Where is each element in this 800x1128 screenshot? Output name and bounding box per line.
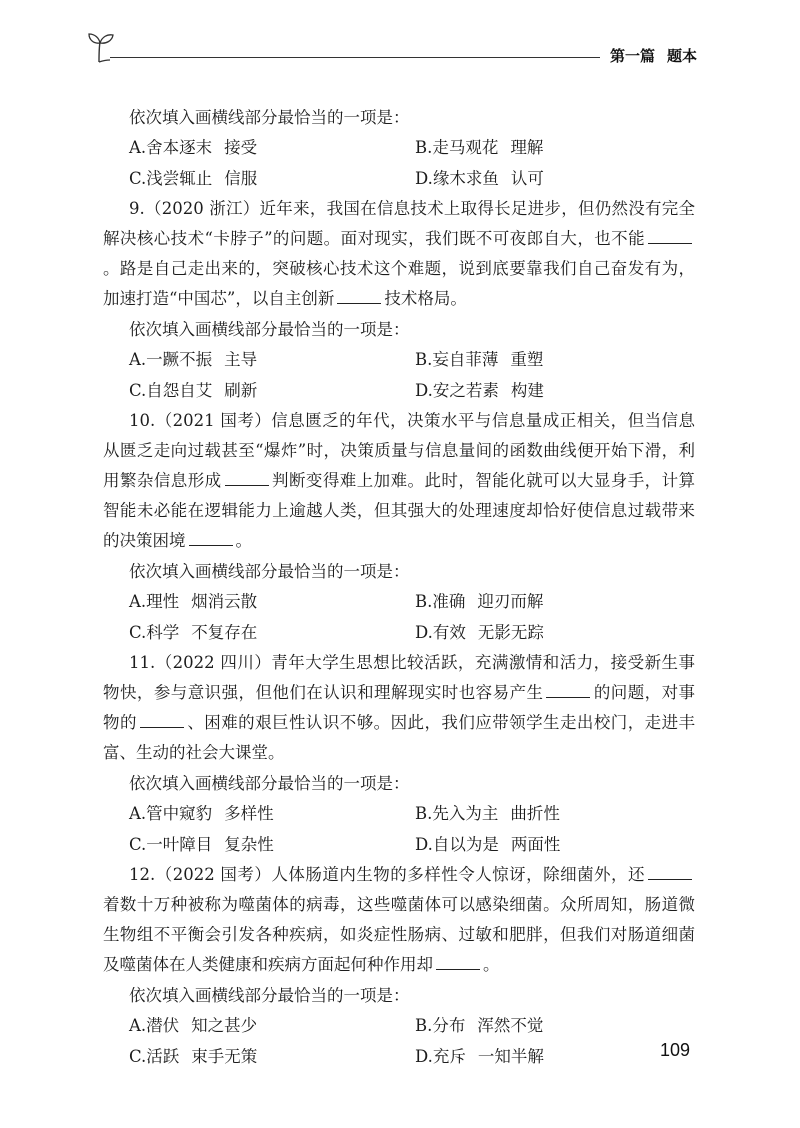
q12-option-c: C.活跃 束手无策 xyxy=(129,1046,258,1066)
q9-option-b: B.妄自菲薄 重塑 xyxy=(415,350,544,369)
q11-option-c: C.一叶障目 复杂性 xyxy=(129,834,274,854)
instruction: 依次填入画横线部分最恰当的一项是： xyxy=(129,108,410,127)
q11-option-a: A.管中窥豹 多样性 xyxy=(129,804,274,823)
q12-option-a: A.潜伏 知之甚少 xyxy=(129,1016,258,1035)
q12-option-b: B.分布 浑然不觉 xyxy=(415,1016,544,1035)
q10-options xyxy=(103,587,695,648)
instruction: 依次填入画横线部分最恰当的一项是： xyxy=(129,774,410,793)
answer-blank xyxy=(546,683,590,698)
answer-blank xyxy=(648,229,692,244)
instruction: 依次填入画横线部分最恰当的一项是： xyxy=(129,562,410,581)
question-9: 9.（2020 浙江）近年来，我国在信息技术上取得长足进步，但仍然没有完全解决核心技术“卡脖子”的问题。面对现实，我们既不可夜郎自大，也不能。路是自己走出来的，突破核心技术这个难题，说到底要靠我们自己奋发有为，加速打造“中国芯”，以自主创新 技术格局。 xyxy=(103,199,695,308)
instruction: 依次填入画横线部分最恰当的一项是： xyxy=(129,320,410,339)
q10-option-d: D.有效 无影无踪 xyxy=(415,622,544,642)
q11-option-b: B.先入为主 曲折性 xyxy=(415,804,560,823)
q8-option-c: C.浅尝辄止 信服 xyxy=(129,168,258,188)
answer-blank xyxy=(337,289,381,304)
page-header xyxy=(86,30,696,70)
q10-option-c: C.科学 不复存在 xyxy=(129,622,258,642)
answer-blank xyxy=(225,471,269,486)
q11-options xyxy=(103,799,695,860)
answer-blank xyxy=(140,713,184,728)
q11-option-d: D.自以为是 两面性 xyxy=(415,834,561,854)
q10-option-b: B.准确 迎刃而解 xyxy=(415,592,544,611)
q8-option-b: B.走马观花 理解 xyxy=(415,138,544,157)
page-number: 109 xyxy=(660,1040,691,1060)
question-10: 10.（2021 国考）信息匮乏的年代，决策水平与信息量成正相关，但当信息从匮乏走向过载甚至“爆炸”时，决策质量与信息量间的函数曲线便开始下滑，利用繁杂信息形成 判断变得难上加难。此时，智能化就可以大显身手，计算智能未必能在逻辑能力上逾越人类，但其强大的处理速度却恰好使信息过载带来的决策困境 。 xyxy=(103,411,695,550)
instruction: 依次填入画横线部分最恰当的一项是： xyxy=(129,986,410,1005)
q8-options xyxy=(103,133,695,194)
section-label: 题本 xyxy=(667,47,698,65)
header-rule xyxy=(110,57,600,58)
q12-option-d: D.充斥 一知半解 xyxy=(415,1046,544,1066)
answer-blank xyxy=(189,531,233,546)
q12-options xyxy=(103,1011,695,1072)
answer-blank xyxy=(436,955,480,970)
chapter-title xyxy=(610,45,697,66)
q9-option-c: C.自怨自艾 刷新 xyxy=(129,380,258,400)
q8-option-a: A.舍本逐末 接受 xyxy=(129,138,258,157)
q10-option-a: A.理性 烟消云散 xyxy=(129,592,258,611)
q8-option-d: D.缘木求鱼 认可 xyxy=(415,168,544,188)
question-11: 11.（2022 四川）青年大学生思想比较活跃，充满激情和活力，接受新生事物快，参与意识强，但他们在认识和理解现实时也容易产生 的问题，对事物的 、困难的艰巨性认识不够。因此，我们应带领学生走出校门，走进丰富、生动的社会大课堂。 xyxy=(103,653,695,762)
q9-option-a: A.一蹶不振 主导 xyxy=(129,350,258,369)
question-12: 12.（2022 国考）人体肠道内生物的多样性令人惊讶，除细菌外，还着数十万种被称为噬菌体的病毒，这些噬菌体可以感染细菌。众所周知，肠道微生物组不平衡会引发各种疾病，如炎症性肠病、过敏和肥胖，但我们对肠道细菌及噬菌体在人类健康和疾病方面起何种作用却 。 xyxy=(103,865,695,974)
answer-blank xyxy=(648,865,692,880)
page-content xyxy=(103,102,695,1072)
sprout-icon xyxy=(86,30,116,66)
q9-option-d: D.安之若素 构建 xyxy=(415,380,544,400)
q9-options xyxy=(103,345,695,406)
part-label: 第一篇 xyxy=(610,47,656,65)
